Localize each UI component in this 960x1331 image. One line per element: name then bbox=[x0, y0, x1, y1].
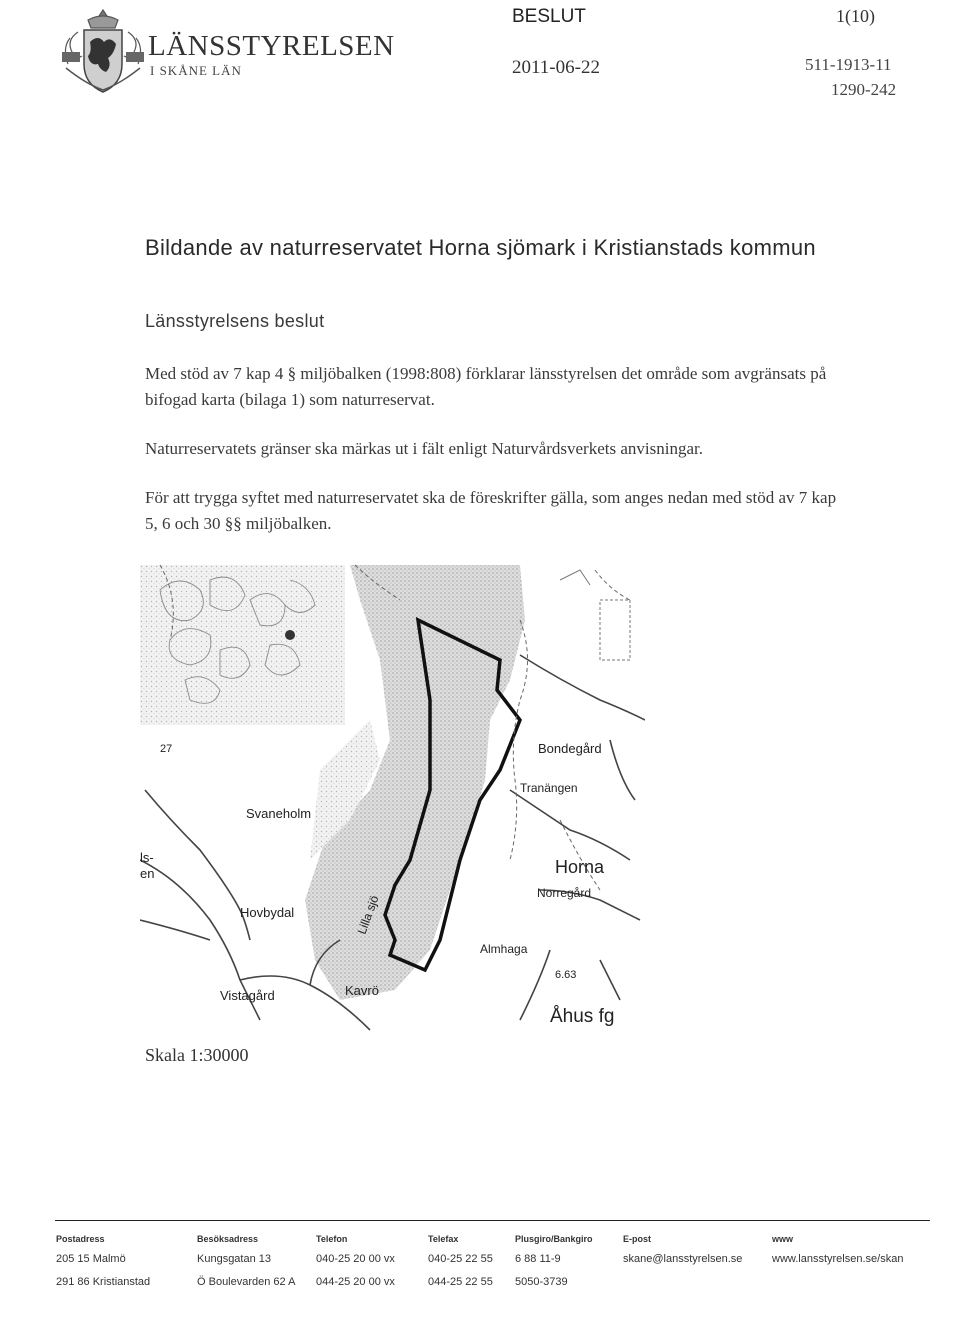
map-label-almhaga: Almhaga bbox=[480, 942, 528, 956]
map-label-norregard: Norregård bbox=[537, 886, 592, 900]
document-title: Bildande av naturreservatet Horna sjömark i Kristianstads kommun bbox=[145, 235, 816, 260]
footer-header-www: www bbox=[772, 1234, 794, 1244]
footer-malmo-postadress: 205 15 Malmö bbox=[56, 1253, 126, 1265]
map-label-kavro: Kavrö bbox=[345, 983, 379, 998]
footer-kristianstad-postadress: 291 86 Kristianstad bbox=[56, 1276, 151, 1288]
footer-header-postadress: Postadress bbox=[56, 1234, 105, 1244]
footer-malmo-besoksadress: Kungsgatan 13 bbox=[197, 1253, 272, 1265]
footer-malmo-plusgiro: 6 88 11-9 bbox=[515, 1253, 561, 1265]
footer-kristianstad-telefon: 044-25 20 00 vx bbox=[316, 1276, 395, 1288]
map-label-elevation: 6.63 bbox=[555, 969, 577, 981]
paragraph-decision: Med stöd av 7 kap 4 § miljöbalken (1998:808) förklarar länsstyrelsen det område som avgränsats på bifogad karta (bilaga 1) som naturreservat. bbox=[145, 364, 827, 409]
paragraph-boundaries: Naturreservatets gränser ska märkas ut i fält enligt Naturvårdsverkets anvisningar. bbox=[145, 439, 703, 458]
footer-email-link[interactable]: skane@lansstyrelsen.se bbox=[623, 1253, 743, 1265]
footer-divider bbox=[55, 1220, 930, 1221]
map-label-ahus: Åhus fg bbox=[550, 1006, 615, 1027]
map-label-tranangen: Tranängen bbox=[520, 781, 578, 795]
reserve-map bbox=[140, 560, 645, 1035]
map-label-hovbydal: Hovbydal bbox=[240, 905, 295, 920]
map-label-bondegard: Bondegård bbox=[538, 741, 602, 756]
footer-kristianstad-telefax: 044-25 22 55 bbox=[428, 1276, 493, 1288]
footer-header-telefax: Telefax bbox=[428, 1234, 459, 1244]
footer-www-link[interactable]: www.lansstyrelsen.se/skan bbox=[772, 1253, 904, 1265]
map-label-27: 27 bbox=[160, 743, 173, 755]
map-label-lilla-sjo: Lilla sjö bbox=[354, 893, 382, 937]
coat-of-arms-logo bbox=[60, 8, 146, 98]
page-number: 1(10) bbox=[836, 6, 875, 26]
footer-header-plusgiro: Plusgiro/Bankgiro bbox=[515, 1234, 593, 1244]
reference-number: 1290-242 bbox=[831, 80, 897, 99]
footer-kristianstad-bankgiro: 5050-3739 bbox=[515, 1276, 568, 1288]
paragraph-regulations: För att trygga syftet med naturreservatet ska de föreskrifter gälla, som anges nedan med stöd av 7 kap 5, 6 och 30 §§ miljöbalken. bbox=[145, 488, 837, 533]
map-label-fragment-2: en bbox=[140, 866, 155, 881]
footer-malmo-telefon: 040-25 20 00 vx bbox=[316, 1253, 395, 1265]
map-label-vistagard: Vistagård bbox=[220, 988, 275, 1003]
footer-header-telefon: Telefon bbox=[316, 1234, 348, 1244]
diary-number: 511-1913-11 bbox=[805, 55, 892, 74]
document-date: 2011-06-22 bbox=[512, 57, 600, 78]
org-subtitle: I SKÅNE LÄN bbox=[150, 63, 242, 78]
footer-malmo-telefax: 040-25 22 55 bbox=[428, 1253, 493, 1265]
section-heading: Länsstyrelsens beslut bbox=[145, 311, 325, 331]
map-label-horna: Horna bbox=[555, 857, 605, 877]
footer-header-besoksadress: Besöksadress bbox=[197, 1234, 259, 1244]
footer-kristianstad-besoksadress: Ö Boulevarden 62 A bbox=[197, 1276, 296, 1288]
map-label-fragment-1: ls- bbox=[140, 850, 154, 865]
document-type: BESLUT bbox=[512, 6, 586, 27]
map-label-svaneholm: Svaneholm bbox=[246, 806, 312, 821]
map-scale: Skala 1:30000 bbox=[145, 1045, 249, 1065]
footer-header-epost: E-post bbox=[623, 1234, 651, 1244]
org-name: LÄNSSTYRELSEN bbox=[148, 30, 395, 62]
